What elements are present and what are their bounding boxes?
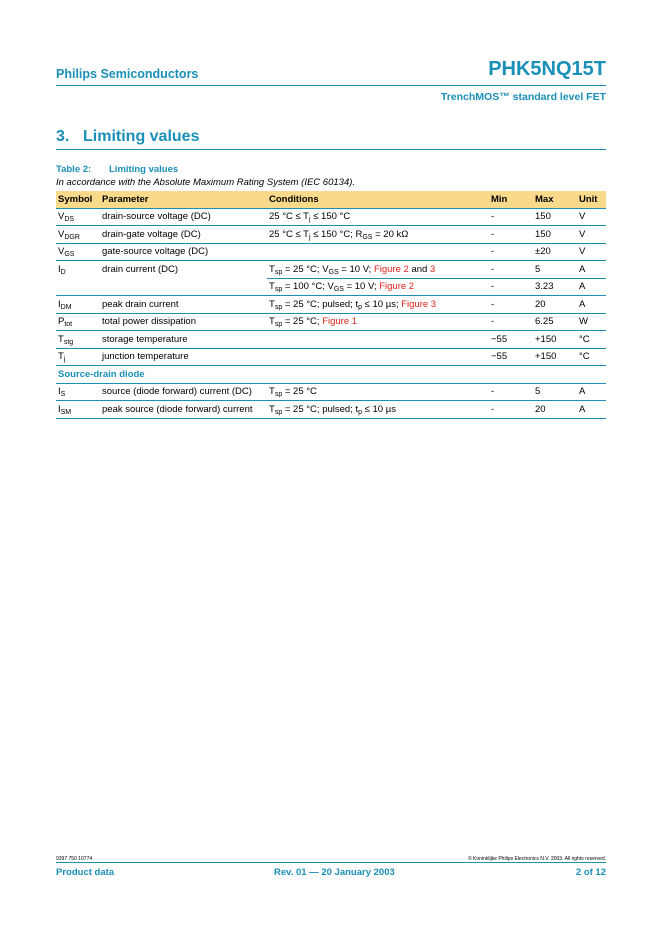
header-unit: Unit bbox=[577, 191, 606, 208]
header-max: Max bbox=[533, 191, 577, 208]
max-cell: ±20 bbox=[533, 243, 577, 261]
max-cell: 20 bbox=[533, 296, 577, 314]
section-divider bbox=[56, 149, 606, 150]
max-cell: 150 bbox=[533, 208, 577, 226]
parameter-cell: peak source (diode forward) current bbox=[100, 401, 267, 419]
parameter-cell: drain current (DC) bbox=[102, 264, 179, 275]
table-subheading: Source-drain diode bbox=[56, 366, 606, 384]
table-number: Table 2: bbox=[56, 164, 92, 175]
unit-cell: V bbox=[577, 243, 606, 261]
conditions-cell bbox=[267, 348, 489, 366]
footer-revision: Rev. 01 — 20 January 2003 bbox=[274, 867, 395, 878]
document-code: 9397 750 10774 bbox=[56, 856, 93, 862]
section-number: 3. bbox=[56, 128, 70, 145]
header-symbol: Symbol bbox=[56, 191, 100, 208]
table-row bbox=[56, 208, 606, 226]
footer-doc-type: Product data bbox=[56, 867, 115, 878]
symbol-cell: $I_S$ bbox=[56, 383, 100, 401]
unit-cell: °C bbox=[577, 331, 606, 349]
symbol-cell: $P_{tot}$ bbox=[56, 313, 100, 331]
parameter-cell: peak drain current bbox=[100, 296, 267, 314]
unit-cell: A bbox=[577, 278, 606, 296]
min-cell: - bbox=[489, 313, 533, 331]
section-title: Limiting values bbox=[83, 128, 200, 145]
unit-cell: V bbox=[577, 226, 606, 244]
symbol-cell: $I_D$ bbox=[58, 264, 66, 276]
symbol-cell: $V_{GS}$ bbox=[56, 243, 100, 261]
figure-link[interactable]: Figure 1 bbox=[322, 316, 358, 328]
max-cell: 5 bbox=[533, 261, 577, 279]
min-cell: - bbox=[489, 401, 533, 419]
symbol-cell bbox=[56, 278, 100, 296]
table-row bbox=[56, 401, 606, 419]
section-heading bbox=[56, 128, 199, 146]
conditions-cell: $T_{sp} = 25$ °C bbox=[267, 383, 489, 401]
table-row bbox=[56, 348, 606, 366]
conditions-cell: $T_{sp} = 25$ °C; pulsed; $t_p \le 10$ µs bbox=[267, 401, 489, 419]
table-title: Limiting values bbox=[109, 164, 179, 175]
symbol-cell: $I_{SM}$ bbox=[56, 401, 100, 419]
conditions-cell: 25 $^\circ C \le T_j \le 150$ °C bbox=[267, 208, 489, 226]
max-cell: 6.25 bbox=[533, 313, 577, 331]
conditions-cell: $T_{sp} = 100$ °C; $V_{GS} = 10$ V; Figure 2 bbox=[267, 278, 489, 296]
unit-cell: A bbox=[577, 383, 606, 401]
table-row bbox=[56, 243, 606, 261]
unit-cell: A bbox=[577, 261, 606, 279]
table-row bbox=[56, 296, 606, 314]
conditions-cell: 25 $^\circ C \le T_j \le 150$ °C; $R_{GS} = 20$ kΩ bbox=[267, 226, 489, 244]
table-caption bbox=[56, 164, 178, 175]
min-cell: - bbox=[489, 243, 533, 261]
parameter-cell: drain-source voltage (DC) bbox=[100, 208, 267, 226]
company-name: Philips Semiconductors bbox=[56, 67, 199, 81]
table-header-row bbox=[56, 191, 606, 208]
figure-link[interactable]: Figure 2 bbox=[379, 281, 415, 293]
parameter-cell: source (diode forward) current (DC) bbox=[100, 383, 267, 401]
copyright-notice: © Koninklijke Philips Electronics N.V. 2003. All rights reserved. bbox=[467, 856, 606, 862]
table-row bbox=[56, 226, 606, 244]
conditions-cell: $T_{sp} = 25$ °C; Figure 1 bbox=[267, 313, 489, 331]
table-subheading-row bbox=[56, 366, 606, 384]
parameter-cell: junction temperature bbox=[100, 348, 267, 366]
min-cell: −55 bbox=[489, 348, 533, 366]
header-parameter: Parameter bbox=[100, 191, 267, 208]
page-number: 2 of 12 bbox=[575, 867, 606, 878]
min-cell: - bbox=[489, 226, 533, 244]
unit-cell: A bbox=[577, 401, 606, 419]
parameter-cell: drain-gate voltage (DC) bbox=[100, 226, 267, 244]
conditions-cell bbox=[267, 331, 489, 349]
min-cell: - bbox=[489, 278, 533, 296]
symbol-cell: $T_{stg}$ bbox=[56, 331, 100, 349]
unit-cell: A bbox=[577, 296, 606, 314]
table-row bbox=[56, 331, 606, 349]
unit-cell: W bbox=[577, 313, 606, 331]
symbol-cell: $I_{DM}$ bbox=[56, 296, 100, 314]
min-cell: - bbox=[489, 296, 533, 314]
symbol-cell: $T_j$ bbox=[56, 348, 100, 366]
max-cell: 3.23 bbox=[533, 278, 577, 296]
unit-cell: V bbox=[577, 208, 606, 226]
part-number: PHK5NQ15T bbox=[488, 58, 606, 80]
parameter-cell bbox=[100, 278, 267, 296]
header-min: Min bbox=[489, 191, 533, 208]
unit-cell: °C bbox=[577, 348, 606, 366]
conditions-cell: $T_{sp} = 25$ °C; pulsed; $t_p \le 10$ µs; Figure 3 bbox=[267, 296, 489, 314]
max-cell: +150 bbox=[533, 348, 577, 366]
parameter-cell: total power dissipation bbox=[100, 313, 267, 331]
conditions-cell bbox=[267, 243, 489, 261]
min-cell: - bbox=[489, 208, 533, 226]
symbol-cell: $V_{DS}$ bbox=[56, 208, 100, 226]
table-row bbox=[56, 278, 606, 296]
max-cell: +150 bbox=[533, 331, 577, 349]
symbol-cell: $V_{DGR}$ bbox=[56, 226, 100, 244]
figure-link[interactable]: Figure 2 bbox=[373, 263, 409, 275]
table-row bbox=[56, 313, 606, 331]
max-cell: 150 bbox=[533, 226, 577, 244]
header-conditions: Conditions bbox=[267, 191, 489, 208]
limiting-values-table bbox=[56, 191, 606, 419]
min-cell: - bbox=[489, 261, 533, 279]
min-cell: −55 bbox=[489, 331, 533, 349]
max-cell: 20 bbox=[533, 401, 577, 419]
parameter-cell: storage temperature bbox=[100, 331, 267, 349]
table-row bbox=[56, 261, 606, 279]
document-subtitle: TrenchMOS™ standard level FET bbox=[440, 91, 606, 103]
table-note: In accordance with the Absolute Maximum Rating System (IEC 60134). bbox=[56, 177, 356, 188]
footer-divider bbox=[56, 862, 606, 863]
table-row bbox=[56, 383, 606, 401]
figure-link[interactable]: Figure 3 bbox=[401, 298, 437, 310]
conditions-cell: $T_{sp} = 25$ °C; $V_{GS} = 10$ V; Figure 2 and 3 bbox=[267, 261, 489, 279]
min-cell: - bbox=[489, 383, 533, 401]
max-cell: 5 bbox=[533, 383, 577, 401]
figure-link[interactable]: 3 bbox=[429, 263, 436, 275]
parameter-cell: gate-source voltage (DC) bbox=[100, 243, 267, 261]
header-divider bbox=[56, 85, 606, 86]
